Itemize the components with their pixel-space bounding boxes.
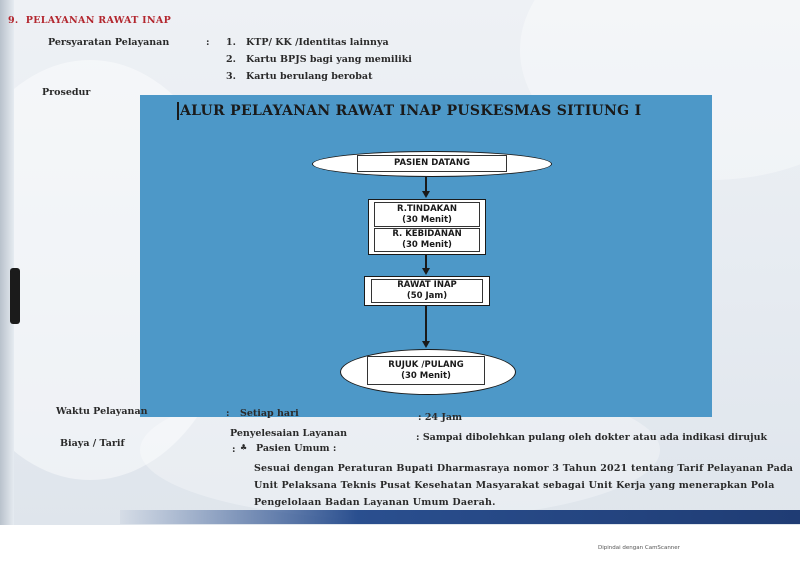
arrow-2-head [422, 268, 430, 275]
waktu-jam: : 24 Jam [418, 412, 463, 423]
penyelesaian-label: Penyelesaian Layanan [230, 428, 348, 439]
biaya-label: Biaya / Tarif [60, 438, 125, 449]
node-r-kebidanan [374, 228, 480, 252]
biaya-colon: : [232, 444, 236, 455]
page-edge-shadow [0, 0, 14, 525]
arrow-2-line [425, 255, 427, 269]
biaya-line-3: Pengelolaan Badan Layanan Umum Daerah. [254, 497, 496, 508]
section-title: PELAYANAN RAWAT INAP [25, 15, 172, 26]
decorative-blue-band [120, 510, 800, 524]
req-3-text: Kartu berulang berobat [246, 71, 373, 82]
waktu-label: Waktu Pelayanan [56, 406, 148, 417]
pasien-umum-label: Pasien Umum : [256, 443, 337, 454]
biaya-line-2: Unit Pelaksana Teknis Pusat Kesehatan Masyarakat sebagai Unit Kerja yang menerapkan Pola [254, 480, 775, 491]
waktu-colon: : [226, 408, 230, 419]
scanner-watermark-text: Dipindai dengan CamScanner [598, 545, 680, 551]
flowchart-title: ALUR PELAYANAN RAWAT INAP PUSKESMAS SITIUNG I [180, 103, 642, 119]
node-rujuk-pulang-label [367, 356, 485, 385]
arrow-3-line [425, 306, 427, 342]
node-pasien-datang [312, 151, 552, 177]
node-label-line: (30 Menit) [401, 370, 451, 381]
req-1-text: KTP/ KK /Identitas lainnya [246, 37, 389, 48]
section-heading [8, 15, 171, 26]
text-cursor [177, 102, 179, 120]
node-label-line: (30 Menit) [402, 240, 452, 250]
node-tindakan-kebidanan [368, 199, 486, 255]
binding-mark [10, 268, 20, 324]
node-label-line: (50 Jam) [406, 291, 448, 301]
node-label-line: (30 Menit) [402, 214, 452, 225]
req-2-number: 2. [226, 54, 236, 65]
node-rawat-inap-label [371, 279, 483, 303]
node-label-line: R. KEBIDANAN [392, 229, 462, 239]
node-r-tindakan [374, 202, 480, 227]
req-3-number: 3. [226, 71, 236, 82]
arrow-3-head [422, 341, 430, 348]
node-rujuk-pulang [340, 349, 516, 395]
node-rawat-inap [364, 276, 490, 306]
arrow-1-head [422, 191, 430, 198]
prosedur-label: Prosedur [42, 87, 91, 98]
arrow-1-line [425, 177, 427, 191]
node-label-line: RUJUK /PULANG [388, 359, 464, 370]
req-1-number: 1. [226, 37, 236, 48]
persyaratan-colon: : [206, 37, 210, 48]
node-label-line: R.TINDAKAN [397, 203, 457, 214]
node-label-line: PASIEN DATANG [394, 158, 470, 168]
flowchart-panel [140, 95, 712, 417]
section-number: 9. [8, 15, 19, 26]
waktu-value: Setiap hari [240, 408, 299, 419]
persyaratan-label: Persyaratan Pelayanan [48, 37, 170, 48]
biaya-line-1: Sesuai dengan Peraturan Bupati Dharmasraya nomor 3 Tahun 2021 tentang Tarif Pelayanan Pada [254, 463, 794, 474]
node-label-line: RAWAT INAP [397, 280, 457, 290]
club-bullet-icon: ♣ [240, 442, 248, 452]
node-pasien-datang-label [357, 155, 507, 172]
req-2-text: Kartu BPJS bagi yang memiliki [246, 54, 412, 65]
penyelesaian-value: : Sampai dibolehkan pulang oleh dokter atau ada indikasi dirujuk [416, 432, 768, 443]
